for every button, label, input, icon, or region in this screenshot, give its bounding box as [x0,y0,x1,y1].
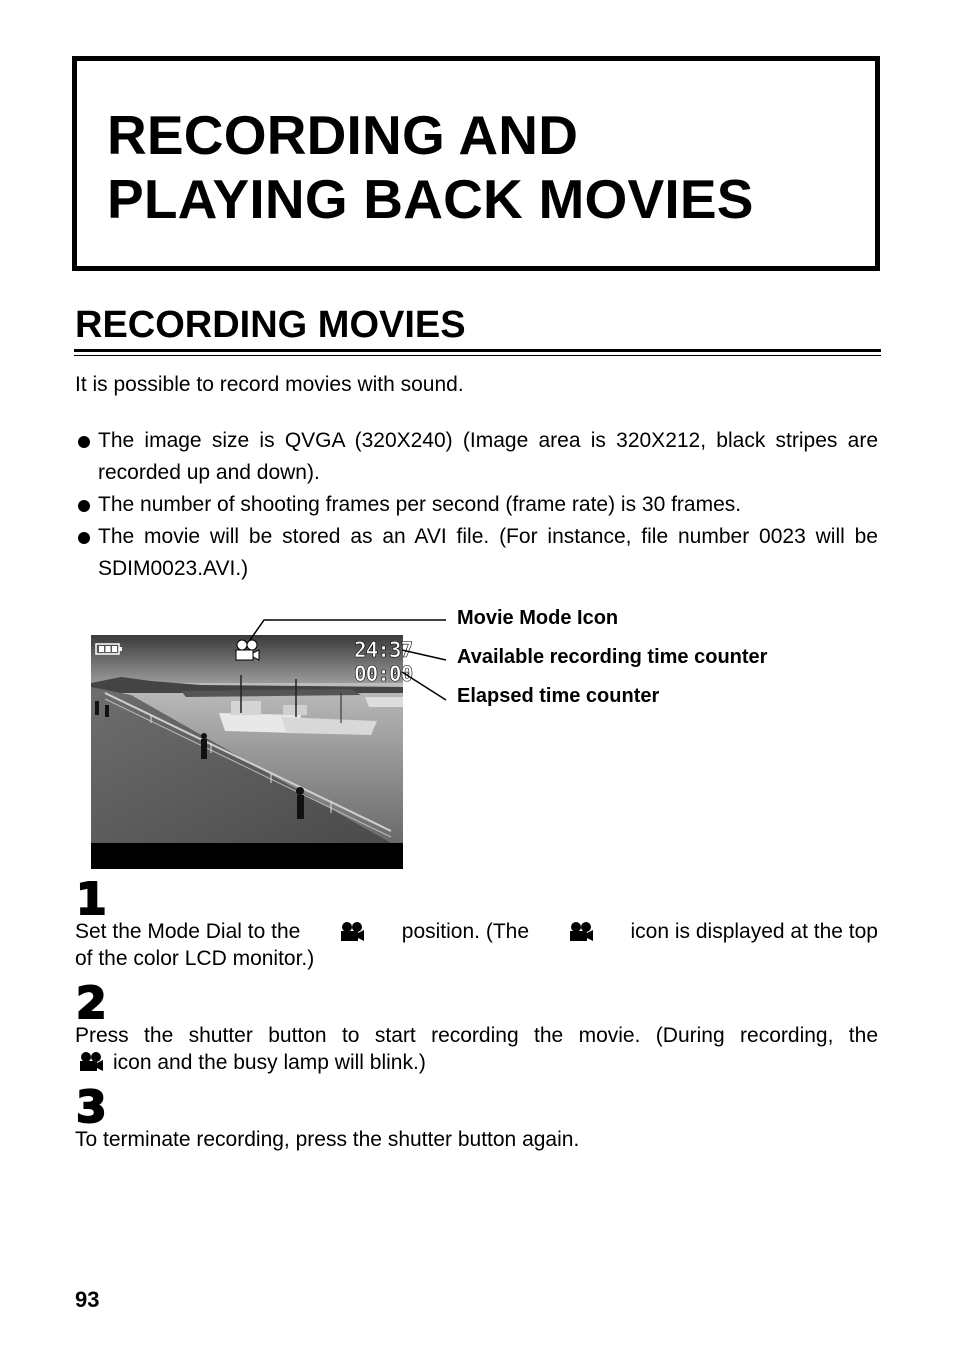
step-1-text-c: icon is displayed at the top [630,920,878,943]
bullet-1-line-2: recorded up and down). [98,461,320,484]
leader-elapsed-time [402,672,446,700]
movie-camera-icon [75,1051,105,1073]
callout-movie-mode-icon: Movie Mode Icon [457,607,619,629]
chapter-title-line-1: RECORDING AND [107,104,579,166]
step-1-line-2: of the color LCD monitor.) [75,947,315,970]
bullet-2-line-1: The number of shooting frames per second (frame rate) is 30 frames. [98,493,742,516]
step-3-number: 3 [76,1082,107,1133]
bullet-3-line-2: SDIM0023.AVI.) [98,557,249,580]
step-2-line-1: Press the shutter button to start recording the movie. (During recording, the [75,1024,878,1047]
leader-movie-mode [250,620,446,640]
step-2-text: icon and the busy lamp will blink.) [113,1051,426,1074]
step-1-text-b: position. (The [401,920,530,943]
step-1-text-a: Set the Mode Dial to the [75,920,301,943]
step-3-line-1: To terminate recording, press the shutter button again. [75,1128,580,1151]
movie-camera-icon [336,921,366,943]
available-time-counter: 24:37 [354,638,413,662]
bullet-1-line-1: The image size is QVGA (320X240) (Image area is 320X212, black stripes are [98,429,878,452]
chapter-title-line-2: PLAYING BACK MOVIES [107,168,754,230]
bullet-3-line-1: The movie will be stored as an AVI file. (For instance, file number 0023 will be [98,525,878,548]
step-2-number: 2 [76,978,107,1029]
movie-camera-icon [565,921,595,943]
step-1-number: 1 [76,874,107,925]
leader-available-time [402,650,446,660]
page-number: 93 [75,1287,100,1312]
step-1-line-1 [75,919,878,945]
section-heading: RECORDING MOVIES [75,304,466,346]
elapsed-time-counter: 00:00 [354,662,413,686]
step-2-line-2 [75,1050,426,1076]
callout-available-time: Available recording time counter [457,646,768,668]
intro-text: It is possible to record movies with sound. [75,373,464,396]
callout-elapsed-time: Elapsed time counter [457,685,660,707]
